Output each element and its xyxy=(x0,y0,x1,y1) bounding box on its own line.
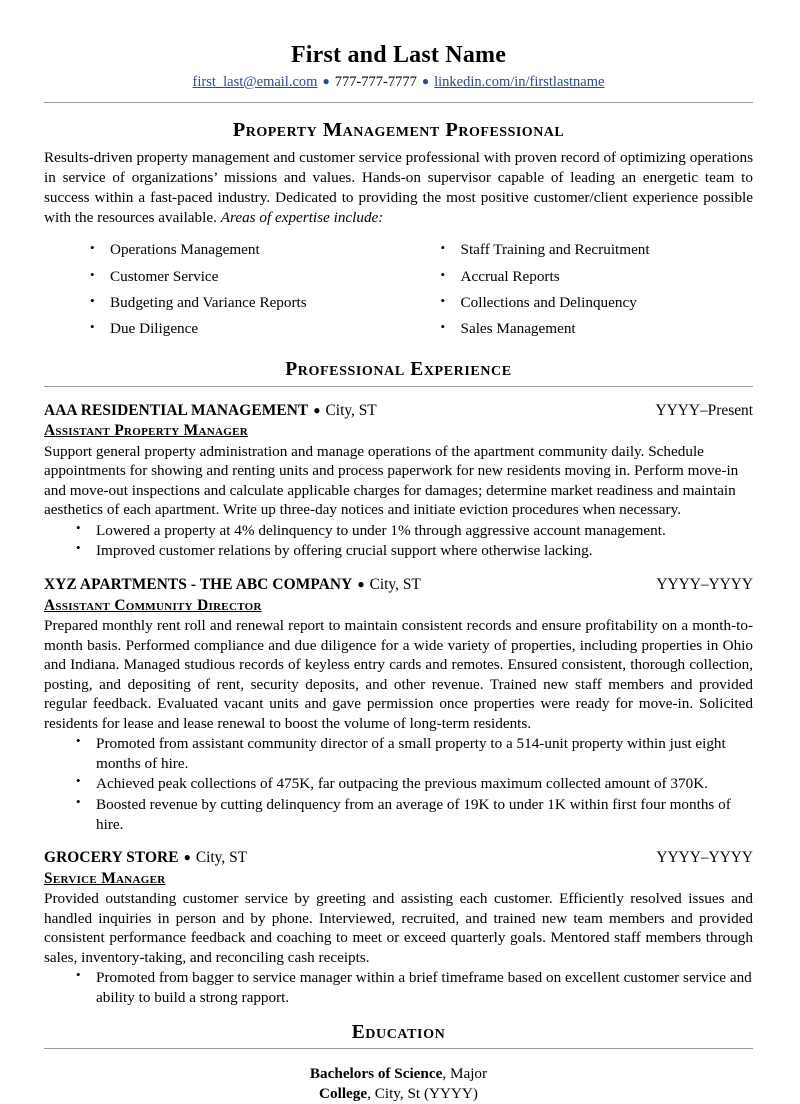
list-item: • Boosted revenue by cutting delinquency from an average of 19K to under 1K within first four months of hire. xyxy=(44,795,753,834)
bullet-separator-icon: ● xyxy=(421,73,430,88)
job-description: Provided outstanding customer service by greeting and assisting each customer. Efficiently resolved issues and handled inquiries in person and by phone. Interviewed, recruited, and trained new team members and provided consistent performance feedback and coaching to meet or exceed quarterly goals. Mentored staff members through sales, inventory-taking, and reconciling cash receipts. xyxy=(44,890,753,966)
email-link[interactable]: first_last@email.com xyxy=(192,73,318,90)
section-title-education: Education xyxy=(351,1021,446,1043)
education-entry xyxy=(44,1064,753,1104)
education-degree-line xyxy=(44,1064,753,1084)
list-item: • Accrual Reports xyxy=(441,267,754,287)
company-name: XYZ APARTMENTS - THE ABC COMPANY xyxy=(44,575,353,593)
section-title-experience: Professional Experience xyxy=(285,359,512,381)
list-item: • Lowered a property at 4% delinquency to under 1% through aggressive account management. xyxy=(44,521,753,541)
job-title: Service Manager xyxy=(44,870,166,887)
school-details: , City, St (YYYY) xyxy=(367,1085,478,1103)
list-item: • Achieved peak collections of 475K, far outpacing the previous maximum collected amount of 370K. xyxy=(44,774,753,794)
company-name: GROCERY STORE xyxy=(44,849,179,867)
bullet-separator-icon: ● xyxy=(313,402,321,417)
candidate-name: First and Last Name xyxy=(290,42,507,68)
summary-body-text: Results-driven property management and customer service professional with proven record of optimizing operations in service of organizations’ missions and values. Hands-on supervisor capable of leading an energetic team to success within a fast-paced industry. Dedicated to providing the most positive customer/client experience possible with the resources available. xyxy=(44,149,753,226)
job-description: Prepared monthly rent roll and renewal report to maintain consistent records and ensure profitability on a month-to-month basis. Performed compliance and due diligence for a wide variety of properties, including properties in Ohio and Indiana. Managed studious records of keyless entry cards and remotes. Ensured consistent, thorough collection, posting, and depositing of rent, security deposits, and other revenue. Trained new staff members and provided regular feedback. Evaluated vacant units and gave permission once properties were ready for move-in. Solicited residents for lease and lease renewal to boost the volume of long-term residents. xyxy=(44,616,753,732)
employment-dates: YYYY–Present xyxy=(655,401,753,419)
job-description: Support general property administration and manage operations of the apartment community daily. Schedule appointments for showing and renting units and process paperwork for new residents moving in. Perform move-in and move-out inspections and calculate applicable charges for damages; determine market readiness and maintain aesthetics of each apartment. Write up three-day notices and initiate eviction procedures when necessary. xyxy=(44,442,739,519)
skills-columns xyxy=(44,240,753,345)
list-item: • Operations Management xyxy=(90,240,399,260)
professional-headline: Property Management Professional xyxy=(232,118,565,141)
job-title: Assistant Property Manager xyxy=(44,422,248,440)
skills-column-left xyxy=(44,240,399,345)
resume-header xyxy=(44,42,753,103)
list-item: • Promoted from assistant community director of a small property to a 514-unit property within just eight months of hire. xyxy=(44,734,753,773)
education-school-line xyxy=(44,1084,753,1104)
company-location: City, ST xyxy=(325,401,377,419)
linkedin-link[interactable]: linkedin.com/in/firstlastname xyxy=(434,73,605,90)
bullet-separator-icon: ● xyxy=(322,73,330,88)
list-item: • Staff Training and Recruitment xyxy=(441,240,754,260)
experience-entry xyxy=(44,576,753,834)
contact-line xyxy=(44,73,753,91)
bullet-separator-icon: ● xyxy=(357,576,365,591)
experience-entry-company-line xyxy=(44,402,377,421)
school-name: College xyxy=(319,1085,368,1103)
degree-name: Bachelors of Science xyxy=(309,1064,443,1082)
list-item: • Collections and Delinquency xyxy=(441,293,754,313)
achievements-list xyxy=(44,734,753,834)
experience-entry-header xyxy=(44,576,753,595)
experience-divider xyxy=(44,386,753,387)
experience-entry-company-line xyxy=(44,576,421,595)
list-item: • Due Diligence xyxy=(90,319,399,339)
education-section xyxy=(44,1021,753,1104)
list-item: • Promoted from bagger to service manager within a brief timeframe based on excellent customer service and ability to build a strong rapport. xyxy=(44,968,753,1007)
job-title: Assistant Community Director xyxy=(44,596,262,614)
achievements-list xyxy=(44,968,753,1007)
phone-number: 777-777-7777 xyxy=(334,73,417,90)
experience-entry-header xyxy=(44,402,753,421)
header-divider xyxy=(44,102,753,103)
education-divider xyxy=(44,1048,753,1049)
employment-dates: YYYY–YYYY xyxy=(656,575,753,593)
company-location: City, ST xyxy=(369,575,421,593)
company-location: City, ST xyxy=(195,849,248,867)
experience-entry-company-line xyxy=(44,849,247,868)
company-name: AAA RESIDENTIAL MANAGEMENT xyxy=(44,401,309,419)
areas-of-expertise-label: Areas of expertise include: xyxy=(220,208,384,226)
experience-entry xyxy=(44,402,753,561)
experience-entry-header xyxy=(44,849,753,868)
employment-dates: YYYY–YYYY xyxy=(656,849,753,867)
experience-entry xyxy=(44,849,753,1007)
list-item: • Improved customer relations by offering crucial support where otherwise lacking. xyxy=(44,541,753,561)
achievements-list xyxy=(44,521,753,561)
experience-section xyxy=(44,358,753,1007)
list-item: • Budgeting and Variance Reports xyxy=(90,293,399,313)
bullet-separator-icon: ● xyxy=(183,850,191,865)
list-item: • Customer Service xyxy=(90,267,399,287)
list-item: • Sales Management xyxy=(441,319,754,339)
degree-major: , Major xyxy=(442,1064,488,1082)
skills-column-right xyxy=(399,240,754,345)
summary-paragraph xyxy=(44,148,753,227)
summary-section xyxy=(44,118,753,228)
